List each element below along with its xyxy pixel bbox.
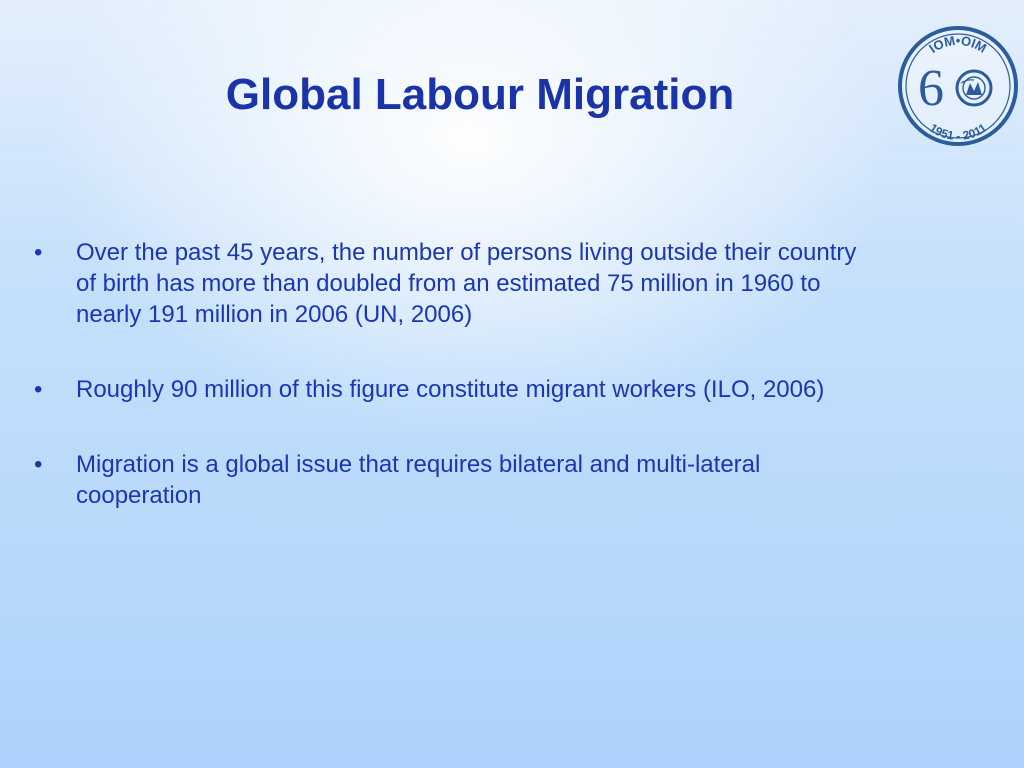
logo-bottom-text: 1951 - 2011	[926, 120, 990, 144]
bullet-marker: •	[34, 376, 43, 403]
bullet-text: Over the past 45 years, the number of persons living outside their country of birth has more than doubled from an estimated 75 million in 1960 to nearly 191 million in 2006 (UN, 2006)	[76, 239, 857, 328]
bullet-item	[30, 237, 870, 330]
bullet-list	[30, 237, 870, 555]
bullet-text: Migration is a global issue that requires bilateral and multi-lateral cooperation	[76, 451, 761, 509]
logo-top-text: IOM•OIM	[926, 32, 990, 56]
iom-anniversary-logo-icon	[895, 25, 1021, 147]
bullet-marker: •	[34, 451, 43, 478]
logo-number: 6	[918, 60, 944, 117]
bullet-item	[30, 374, 870, 405]
bullet-item	[30, 449, 870, 511]
slide-title: Global Labour Migration	[225, 70, 735, 119]
bullet-text: Roughly 90 million of this figure constitute migrant workers (ILO, 2006)	[76, 376, 825, 403]
bullet-marker: •	[34, 239, 43, 266]
